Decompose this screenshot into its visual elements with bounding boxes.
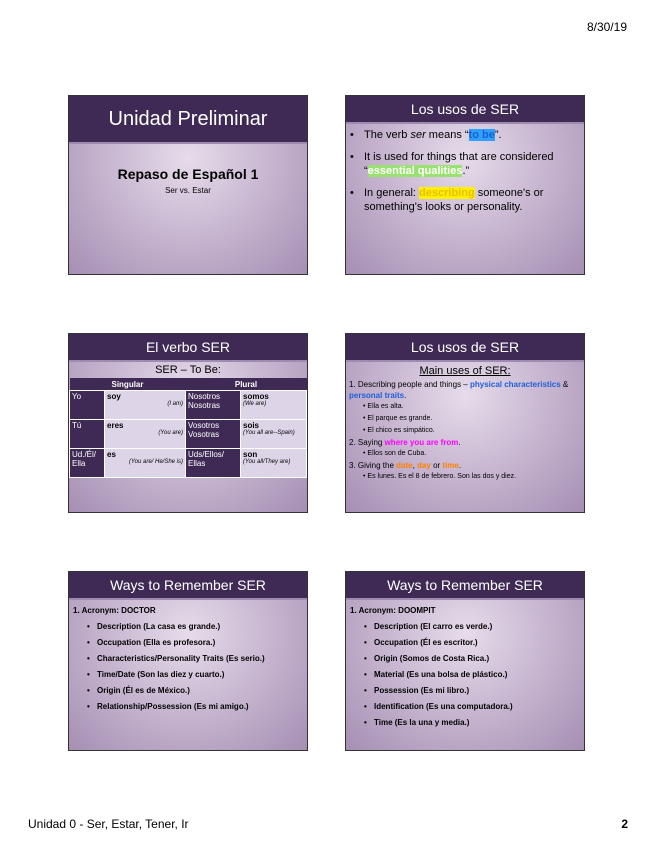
list-item: 1. Describing people and things – physical characteristics & personal traits. [349,380,569,400]
print-date: 8/30/19 [586,20,627,34]
table-caption: SER – To Be: [155,364,221,376]
col-header-plural: Plural [186,378,307,391]
page-footer: Unidad 0 - Ser, Estar, Tener, Ir [28,817,189,831]
slide-title: Ways to Remember SER [346,572,584,600]
page-number: 2 [621,817,628,831]
example: • Es lunes. Es el 8 de febrero. Son las dos y diez. [349,471,581,483]
slide-title: Los usos de SER [346,96,584,124]
list-item: • Description (El carro es verde.) [350,619,580,635]
example: • Ella es alta. [349,401,581,413]
slide-title: El verbo SER [69,334,307,362]
list-item: • Occupation (Ella es profesora.) [73,635,303,651]
acronym-list [69,600,307,718]
table-row: Ud./Él/ Ella es (You are/ He/She is) Uds/Ellos/ Ellas son (You all/They are) [70,449,307,478]
uses-list [346,377,584,485]
list-item: • Origin (Él es de México.) [73,683,303,699]
list-item: • Time/Date (Son las diez y cuarto.) [73,667,303,683]
acronym-heading: 1. Acronym: DOOMPIT [350,606,436,615]
list-item: • Origin (Somos de Costa Rica.) [350,651,580,667]
slide-subtitle: Repaso de Español 1 [117,166,259,182]
example: • Ellos son de Cuba. [349,448,581,460]
slide-unidad-preliminar [68,95,308,275]
acronym-heading: 1. Acronym: DOCTOR [73,606,156,615]
example: • El parque es grande. [349,413,581,425]
slide-los-usos-1 [345,95,585,275]
list-item: • Time (Es la una y media.) [350,715,580,731]
slide-subsubtitle: Ser vs. Estar [165,186,211,195]
list-item: • Identification (Es una computadora.) [350,699,580,715]
bullet-item: • In general: describing someone's or something's looks or personality. [350,186,578,214]
highlight-to-be: to be [468,129,495,141]
slide-title: Unidad Preliminar [69,96,307,144]
slide-heading: Main uses of SER: [419,365,511,377]
list-item: 2. Saying where you are from. [349,438,461,447]
highlight-describing: describing [419,187,475,199]
slide-doctor [68,571,308,751]
slide-title: Los usos de SER [346,334,584,362]
slide-los-usos-2 [345,333,585,513]
acronym-list [346,600,584,734]
list-item: • Material (Es una bolsa de plástico.) [350,667,580,683]
slide-el-verbo-ser [68,333,308,513]
bullet-item: • The verb ser means “to be”. [350,128,578,142]
col-header-singular: Singular [70,378,186,391]
example: • El chico es simpático. [349,425,581,437]
bullet-item: • It is used for things that are considered “essential qualities.” [350,150,578,178]
list-item: 3. Giving the date, day or time. [349,461,462,470]
list-item: • Characteristics/Personality Traits (Es serio.) [73,651,303,667]
highlight-essential-qualities: essential qualities [367,165,463,177]
conjugation-table [69,378,307,478]
list-item: • Occupation (Él es escritor.) [350,635,580,651]
list-item: • Relationship/Possession (Es mi amigo.) [73,699,303,715]
list-item: • Possession (Es mi libro.) [350,683,580,699]
slide-doompit [345,571,585,751]
list-item: • Description (La casa es grande.) [73,619,303,635]
table-row: Yo soy (I am) Nosotros Nosotras somos (We are) [70,391,307,420]
slide-title: Ways to Remember SER [69,572,307,600]
bullet-list [346,128,584,214]
table-row: Tú eres (You are) Vosotros Vosotras sois (You all are--Spain) [70,420,307,449]
